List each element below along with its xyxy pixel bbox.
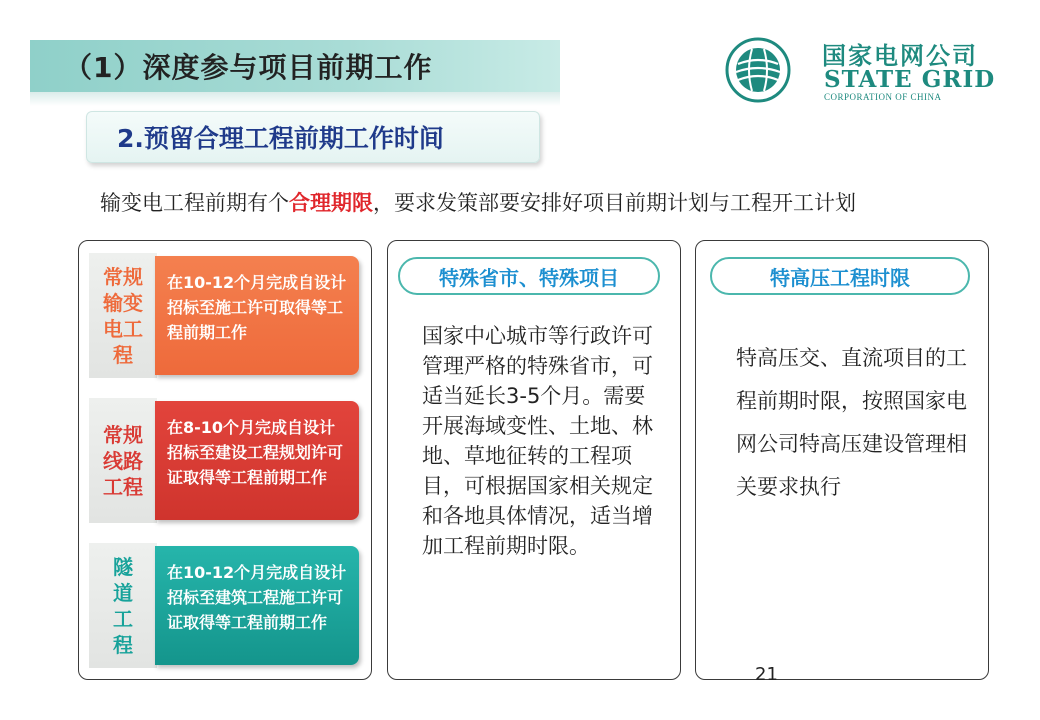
row-label [89,398,157,523]
company-logo [722,34,1012,104]
row-conventional-line [89,398,361,523]
row-conventional-substation [89,253,361,378]
mid-panel-title: 特殊省市、特殊项目 [398,257,660,295]
header-band [30,40,560,92]
row-label [89,543,157,668]
intro-highlight: 合理期限 [289,191,373,215]
left-panel [78,240,372,680]
row-description: 在10-12个月完成自设计招标至施工许可取得等工程前期工作 [155,256,359,375]
intro-line [100,187,856,217]
subtitle-box [86,111,540,163]
logo-en-sub: CORPORATION OF CHINA [824,92,942,102]
logo-en-name: STATE GRID [824,66,996,93]
page-number: 21 [755,664,778,685]
row-label-text: 常规 线路 工程 [103,422,143,499]
page-title: （1）深度参与项目前期工作 [64,51,433,84]
intro-text-after: ，要求发策部要安排好项目前期计划与工程开工计划 [373,191,856,215]
row-label-text: 常规 输变 电工 程 [103,264,143,367]
right-panel [695,240,989,680]
section-subtitle: 2.预留合理工程前期工作时间 [117,124,444,153]
logo-cn-name: 国家电网公司 [822,42,978,70]
row-tunnel [89,543,361,668]
intro-text-before: 输变电工程前期有个 [100,191,289,215]
row-description: 在10-12个月完成自设计招标至建筑工程施工许可证取得等工程前期工作 [155,546,359,665]
mid-panel [387,240,681,680]
row-description: 在8-10个月完成自设计招标至建设工程规划许可证取得等工程前期工作 [155,401,359,520]
header-shadow [30,92,560,106]
state-grid-globe-icon [722,34,794,104]
right-panel-title: 特高压工程时限 [710,257,970,295]
row-label-text: 隧 道 工 程 [113,554,133,657]
mid-panel-text: 国家中心城市等行政许可管理严格的特殊省市，可适当延长3-5个月。需要开展海域变性、土地、林地、草地征转的工程项目，可根据国家相关规定和各地具体情况，适当增加工程前期时限。 [422,324,653,558]
row-label [89,253,157,378]
right-panel-text: 特高压交、直流项目的工程前期时限，按照国家电网公司特高压建设管理相关要求执行 [736,346,967,499]
